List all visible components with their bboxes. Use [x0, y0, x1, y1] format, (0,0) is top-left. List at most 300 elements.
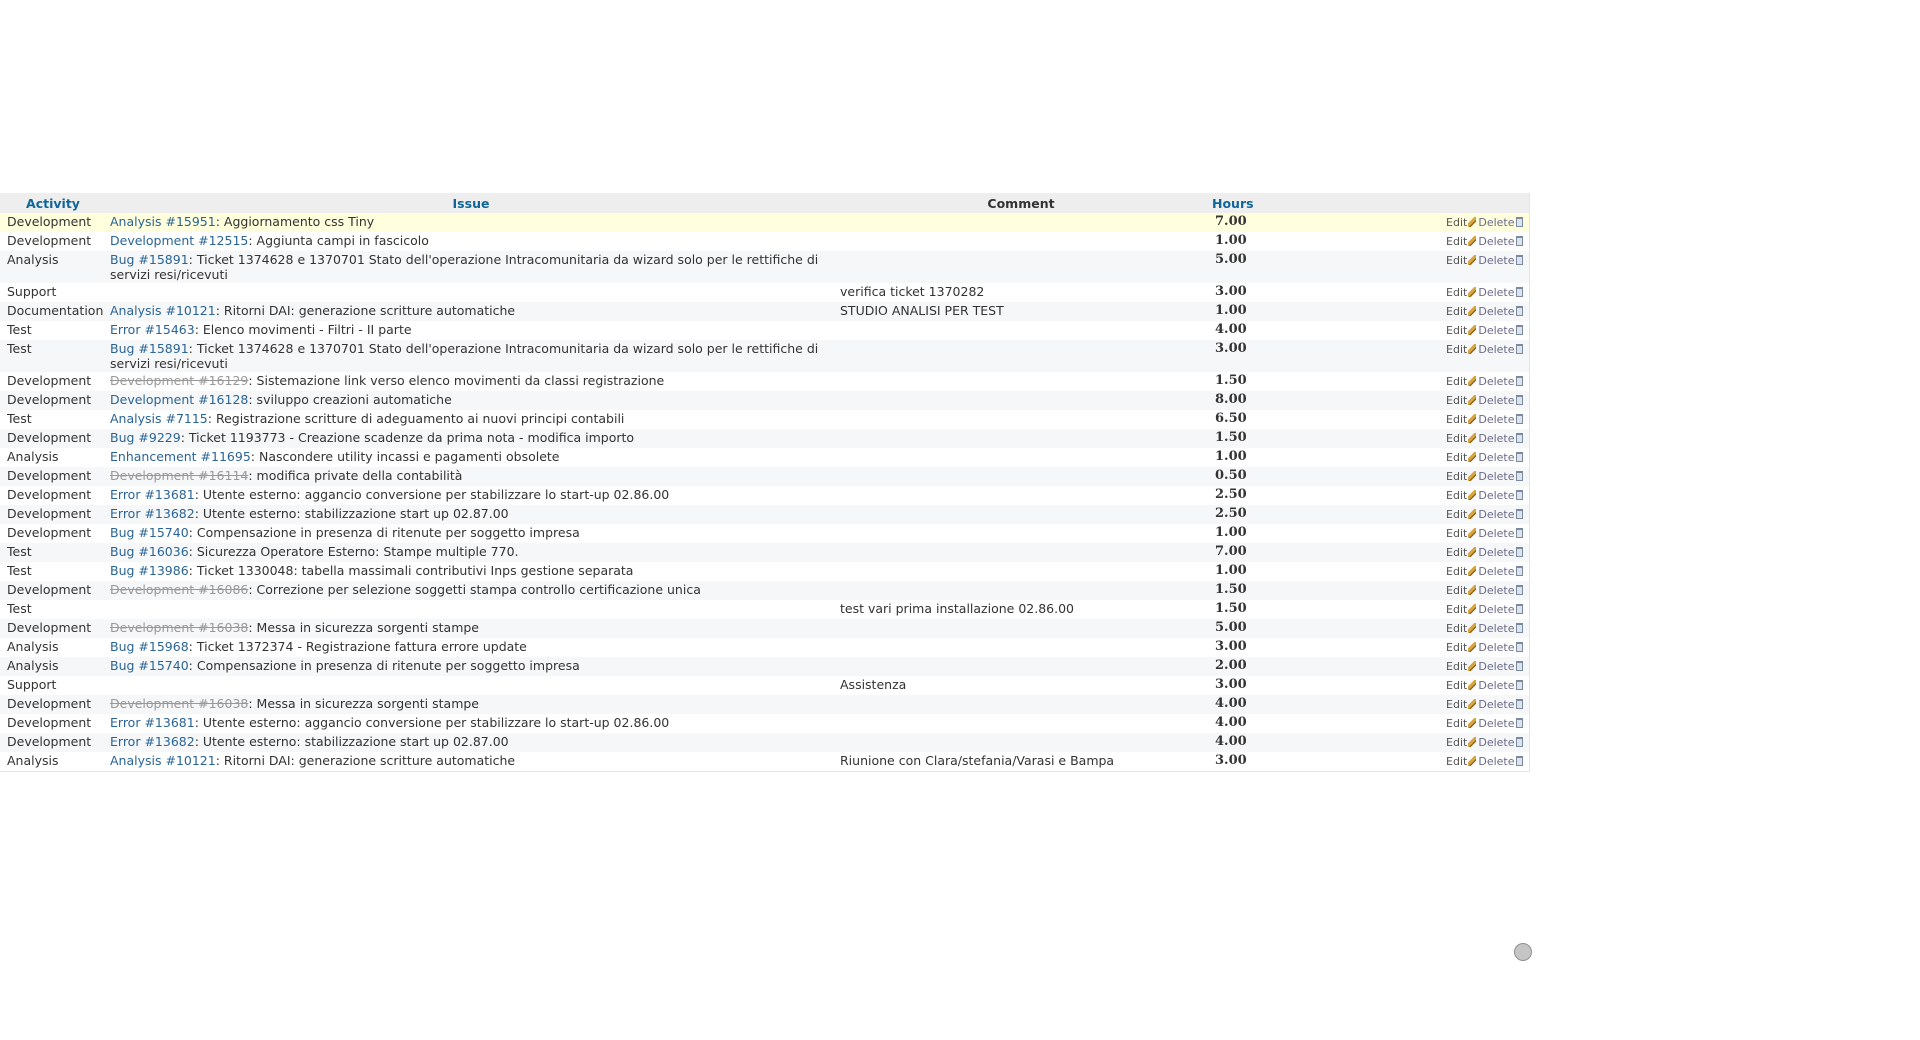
activity-cell: Development	[7, 430, 92, 445]
issue-subject: : Ticket 1330048: tabella massimali contributivi Inps gestione separata	[188, 563, 634, 578]
delete-button-label: Delete	[1478, 698, 1515, 711]
table-row	[0, 448, 1529, 467]
issue-link[interactable]: Bug #15968	[110, 639, 189, 654]
delete-button[interactable]	[1478, 323, 1522, 338]
delete-button[interactable]	[1478, 716, 1522, 731]
delete-button[interactable]	[1478, 602, 1522, 617]
trash-icon	[1516, 585, 1523, 595]
delete-button-label: Delete	[1478, 324, 1515, 337]
issue-cell	[106, 410, 836, 429]
edit-button[interactable]	[1446, 304, 1476, 319]
trash-icon	[1516, 217, 1523, 227]
edit-button[interactable]	[1446, 735, 1476, 750]
edit-button[interactable]	[1446, 253, 1476, 268]
edit-button[interactable]	[1446, 602, 1476, 617]
row-actions	[1426, 562, 1529, 581]
table-row	[0, 638, 1529, 657]
issue-link[interactable]: Development #16128	[110, 392, 249, 407]
pencil-icon	[1468, 642, 1476, 652]
activity-cell: Test	[7, 563, 32, 578]
issue-link[interactable]: Error #13681	[110, 487, 195, 502]
edit-button[interactable]	[1446, 215, 1476, 230]
row-actions	[1426, 340, 1529, 372]
edit-button[interactable]	[1446, 488, 1476, 503]
pencil-icon	[1468, 661, 1476, 671]
row-actions	[1426, 657, 1529, 676]
row-actions	[1426, 429, 1529, 448]
edit-button[interactable]	[1446, 526, 1476, 541]
issue-link[interactable]: Error #13682	[110, 506, 195, 521]
edit-button[interactable]	[1446, 583, 1476, 598]
pencil-icon	[1468, 395, 1476, 405]
delete-button[interactable]	[1478, 393, 1522, 408]
pencil-icon	[1468, 414, 1476, 424]
row-actions	[1426, 543, 1529, 562]
comment-cell	[836, 581, 1206, 600]
issue-link[interactable]: Development #12515	[110, 233, 249, 248]
edit-button[interactable]	[1446, 374, 1476, 389]
trash-icon	[1516, 718, 1523, 728]
table-row	[0, 733, 1529, 752]
issue-subject: : Messa in sicurezza sorgenti stampe	[248, 696, 480, 711]
comment-cell	[836, 391, 1206, 410]
edit-button-label: Edit	[1446, 584, 1468, 597]
trash-icon	[1516, 604, 1523, 614]
table-row	[0, 524, 1529, 543]
edit-button[interactable]	[1446, 431, 1476, 446]
issue-cell	[106, 752, 836, 771]
delete-button-label: Delete	[1478, 622, 1515, 635]
issue-cell	[106, 283, 836, 302]
comment-cell	[836, 505, 1206, 524]
issue-link[interactable]: Analysis #7115	[110, 411, 208, 426]
issue-link[interactable]: Analysis #10121	[110, 753, 216, 768]
pencil-icon	[1468, 344, 1476, 354]
edit-button-label: Edit	[1446, 432, 1468, 445]
issue-cell	[106, 391, 836, 410]
delete-button[interactable]	[1478, 234, 1522, 249]
issue-cell	[106, 543, 836, 562]
trash-icon	[1516, 661, 1523, 671]
table-row	[0, 429, 1529, 448]
comment-cell	[836, 340, 1206, 372]
edit-button[interactable]	[1446, 564, 1476, 579]
trash-icon	[1516, 528, 1523, 538]
trash-icon	[1516, 680, 1523, 690]
comment-cell: Assistenza	[840, 677, 907, 692]
hours-cell: 3.00	[1215, 753, 1247, 768]
edit-button-label: Edit	[1446, 470, 1468, 483]
issue-subject: : Ticket 1374628 e 1370701 Stato dell'operazione Intracomunitaria da wizard solo per le rettifiche di servizi resi/ricevuti	[110, 341, 819, 371]
delete-button-label: Delete	[1478, 679, 1515, 692]
hours-cell: 2.50	[1215, 506, 1247, 521]
hours-cell: 5.00	[1215, 252, 1247, 267]
column-header-issue[interactable]	[106, 193, 836, 213]
delete-button[interactable]	[1478, 640, 1522, 655]
row-actions	[1426, 752, 1529, 771]
table-row	[0, 562, 1529, 581]
activity-cell: Test	[7, 411, 32, 426]
edit-button-label: Edit	[1446, 451, 1468, 464]
hours-cell: 1.50	[1215, 582, 1247, 597]
table-row	[0, 505, 1529, 524]
delete-button[interactable]	[1478, 431, 1522, 446]
activity-cell: Development	[7, 696, 92, 711]
delete-button[interactable]	[1478, 526, 1522, 541]
delete-button-label: Delete	[1478, 755, 1515, 768]
delete-button-label: Delete	[1478, 508, 1515, 521]
comment-cell	[836, 321, 1206, 340]
delete-button-label: Delete	[1478, 254, 1515, 267]
issue-cell	[106, 251, 836, 283]
pencil-icon	[1468, 306, 1476, 316]
issue-link[interactable]: Error #13681	[110, 715, 195, 730]
row-actions	[1426, 733, 1529, 752]
issue-link[interactable]: Bug #15740	[110, 658, 189, 673]
activity-cell: Analysis	[7, 658, 59, 673]
comment-cell	[836, 372, 1206, 391]
delete-button-label: Delete	[1478, 216, 1515, 229]
issue-subject: : Elenco movimenti - Filtri - II parte	[194, 322, 412, 337]
hours-cell: 1.50	[1215, 373, 1247, 388]
issue-link[interactable]: Development #16038	[110, 696, 249, 711]
row-actions	[1426, 524, 1529, 543]
delete-button-label: Delete	[1478, 235, 1515, 248]
hours-cell: 1.50	[1215, 430, 1247, 445]
issue-cell	[106, 581, 836, 600]
delete-button[interactable]	[1478, 678, 1522, 693]
delete-button[interactable]	[1478, 583, 1522, 598]
edit-button[interactable]	[1446, 285, 1476, 300]
row-actions	[1426, 410, 1529, 429]
comment-cell	[836, 733, 1206, 752]
activity-cell: Development	[7, 487, 92, 502]
issue-link[interactable]: Bug #15891	[110, 252, 189, 267]
table-row	[0, 321, 1529, 340]
issue-subject: : Compensazione in presenza di ritenute per soggetto impresa	[188, 525, 580, 540]
issue-subject: : Ticket 1374628 e 1370701 Stato dell'operazione Intracomunitaria da wizard solo per le rettifiche di servizi resi/ricevuti	[110, 252, 819, 282]
pencil-icon	[1468, 718, 1476, 728]
hours-cell: 4.00	[1215, 734, 1247, 749]
table-row	[0, 467, 1529, 486]
issue-link[interactable]: Development #16129	[110, 373, 249, 388]
activity-cell: Development	[7, 506, 92, 521]
edit-button-label: Edit	[1446, 527, 1468, 540]
edit-button-label: Edit	[1446, 565, 1468, 578]
delete-button[interactable]	[1478, 215, 1522, 230]
pencil-icon	[1468, 623, 1476, 633]
delete-button[interactable]	[1478, 374, 1522, 389]
comment-cell	[836, 486, 1206, 505]
issue-link[interactable]: Error #13682	[110, 734, 195, 749]
edit-button[interactable]	[1446, 678, 1476, 693]
edit-button[interactable]	[1446, 342, 1476, 357]
trash-icon	[1516, 344, 1523, 354]
issue-subject: : Aggiornamento css Tiny	[215, 214, 375, 229]
time-entries-container	[0, 193, 1529, 772]
trash-icon	[1516, 376, 1523, 386]
delete-button-label: Delete	[1478, 451, 1515, 464]
delete-button-label: Delete	[1478, 305, 1515, 318]
pencil-icon	[1468, 376, 1476, 386]
delete-button[interactable]	[1478, 507, 1522, 522]
issue-subject: : sviluppo creazioni automatiche	[248, 392, 452, 407]
hours-cell: 0.50	[1215, 468, 1247, 483]
table-header-row	[0, 193, 1529, 213]
edit-button-label: Edit	[1446, 216, 1468, 229]
table-row	[0, 302, 1529, 321]
pencil-icon	[1468, 680, 1476, 690]
hours-cell: 1.00	[1215, 525, 1247, 540]
edit-button-label: Edit	[1446, 717, 1468, 730]
delete-button[interactable]	[1478, 342, 1522, 357]
issue-subject: : Utente esterno: aggancio conversione per stabilizzare lo start-up 02.86.00	[194, 715, 670, 730]
issue-cell	[106, 714, 836, 733]
hours-cell: 1.00	[1215, 563, 1247, 578]
trash-icon	[1516, 306, 1523, 316]
edit-button[interactable]	[1446, 659, 1476, 674]
hours-cell: 1.50	[1215, 601, 1247, 616]
pencil-icon	[1468, 325, 1476, 335]
comment-cell	[836, 410, 1206, 429]
row-actions	[1426, 581, 1529, 600]
issue-subject: : Utente esterno: aggancio conversione per stabilizzare lo start-up 02.86.00	[194, 487, 670, 502]
activity-cell: Development	[7, 620, 92, 635]
hours-cell: 4.00	[1215, 715, 1247, 730]
table-row	[0, 232, 1529, 251]
edit-button-label: Edit	[1446, 736, 1468, 749]
issue-cell	[106, 340, 836, 372]
issue-link[interactable]: Error #15463	[110, 322, 195, 337]
edit-button-label: Edit	[1446, 394, 1468, 407]
table-row	[0, 213, 1529, 232]
issue-subject: : Utente esterno: stabilizzazione start up 02.87.00	[194, 506, 509, 521]
row-actions	[1426, 283, 1529, 302]
comment-cell	[836, 714, 1206, 733]
trash-icon	[1516, 236, 1523, 246]
table-row	[0, 391, 1529, 410]
issue-subject: : Utente esterno: stabilizzazione start up 02.87.00	[194, 734, 509, 749]
trash-icon	[1516, 566, 1523, 576]
issue-cell	[106, 524, 836, 543]
pencil-icon	[1468, 547, 1476, 557]
issue-link[interactable]: Development #16114	[110, 468, 249, 483]
table-row	[0, 695, 1529, 714]
delete-button[interactable]	[1478, 304, 1522, 319]
hours-cell: 1.00	[1215, 303, 1247, 318]
delete-button[interactable]	[1478, 488, 1522, 503]
comment-cell	[836, 657, 1206, 676]
edit-button[interactable]	[1446, 323, 1476, 338]
trash-icon	[1516, 490, 1523, 500]
comment-cell	[836, 695, 1206, 714]
pencil-icon	[1468, 528, 1476, 538]
row-actions	[1426, 638, 1529, 657]
pencil-icon	[1468, 756, 1476, 766]
delete-button[interactable]	[1478, 412, 1522, 427]
column-header-comment-label: Comment	[987, 195, 1055, 211]
row-actions	[1426, 302, 1529, 321]
issue-cell	[106, 638, 836, 657]
activity-cell: Development	[7, 715, 92, 730]
issue-link[interactable]: Bug #15891	[110, 341, 189, 356]
row-actions	[1426, 676, 1529, 695]
edit-button-label: Edit	[1446, 679, 1468, 692]
trash-icon	[1516, 547, 1523, 557]
edit-button[interactable]	[1446, 469, 1476, 484]
delete-button-label: Delete	[1478, 489, 1515, 502]
comment-cell	[836, 638, 1206, 657]
issue-cell	[106, 619, 836, 638]
activity-cell: Support	[7, 284, 57, 299]
issue-link[interactable]: Analysis #15951	[110, 214, 216, 229]
issue-link[interactable]: Development #16038	[110, 620, 249, 635]
delete-button-label: Delete	[1478, 413, 1515, 426]
activity-cell: Development	[7, 468, 92, 483]
edit-button[interactable]	[1446, 545, 1476, 560]
table-row	[0, 372, 1529, 391]
activity-cell: Development	[7, 582, 92, 597]
row-actions	[1426, 505, 1529, 524]
trash-icon	[1516, 471, 1523, 481]
delete-button-label: Delete	[1478, 717, 1515, 730]
issue-link[interactable]: Analysis #10121	[110, 303, 216, 318]
trash-icon	[1516, 756, 1523, 766]
comment-cell	[836, 251, 1206, 283]
issue-subject: : Ritorni DAI: generazione scritture automatiche	[215, 753, 516, 768]
issue-cell	[106, 448, 836, 467]
column-header-issue-label[interactable]: Issue	[452, 195, 490, 211]
issue-cell	[106, 676, 836, 695]
issue-cell	[106, 600, 836, 619]
delete-button-label: Delete	[1478, 565, 1515, 578]
hours-cell: 3.00	[1215, 284, 1247, 299]
delete-button[interactable]	[1478, 659, 1522, 674]
edit-button[interactable]	[1446, 640, 1476, 655]
trash-icon	[1516, 325, 1523, 335]
column-header-hours[interactable]	[1206, 193, 1426, 213]
issue-link[interactable]: Bug #15740	[110, 525, 189, 540]
edit-button-label: Edit	[1446, 508, 1468, 521]
activity-cell: Analysis	[7, 252, 59, 267]
delete-button-label: Delete	[1478, 375, 1515, 388]
delete-button[interactable]	[1478, 285, 1522, 300]
delete-button[interactable]	[1478, 697, 1522, 712]
edit-button[interactable]	[1446, 507, 1476, 522]
delete-button[interactable]	[1478, 253, 1522, 268]
delete-button[interactable]	[1478, 621, 1522, 636]
delete-button[interactable]	[1478, 469, 1522, 484]
edit-button[interactable]	[1446, 234, 1476, 249]
hours-cell: 4.00	[1215, 322, 1247, 337]
issue-link[interactable]: Bug #16036	[110, 544, 189, 559]
hours-cell: 7.00	[1215, 544, 1247, 559]
column-header-activity[interactable]	[0, 193, 106, 213]
edit-button-label: Edit	[1446, 641, 1468, 654]
issue-subject: : Sicurezza Operatore Esterno: Stampe multiple 770.	[188, 544, 519, 559]
pencil-icon	[1468, 699, 1476, 709]
comment-cell	[836, 524, 1206, 543]
edit-button-label: Edit	[1446, 755, 1468, 768]
table-row	[0, 283, 1529, 302]
table-row	[0, 752, 1529, 771]
delete-button[interactable]	[1478, 450, 1522, 465]
row-actions	[1426, 321, 1529, 340]
issue-cell	[106, 695, 836, 714]
trash-icon	[1516, 699, 1523, 709]
issue-subject: : Registrazione scritture di adeguamento ai nuovi principi contabili	[207, 411, 625, 426]
trash-icon	[1516, 395, 1523, 405]
edit-button[interactable]	[1446, 450, 1476, 465]
issue-subject: : Sistemazione link verso elenco movimenti da classi registrazione	[248, 373, 665, 388]
row-actions	[1426, 391, 1529, 410]
trash-icon	[1516, 642, 1523, 652]
edit-button-label: Edit	[1446, 546, 1468, 559]
activity-cell: Development	[7, 214, 92, 229]
edit-button[interactable]	[1446, 412, 1476, 427]
issue-cell	[106, 562, 836, 581]
row-actions	[1426, 486, 1529, 505]
edit-button-label: Edit	[1446, 622, 1468, 635]
comment-cell	[836, 232, 1206, 251]
issue-link[interactable]: Enhancement #11695	[110, 449, 251, 464]
activity-cell: Test	[7, 322, 32, 337]
comment-cell: STUDIO ANALISI PER TEST	[840, 303, 1004, 318]
issue-subject: : Nascondere utility incassi e pagamenti obsolete	[250, 449, 560, 464]
comment-cell: test vari prima installazione 02.86.00	[840, 601, 1074, 616]
issue-link[interactable]: Bug #13986	[110, 563, 189, 578]
activity-cell: Test	[7, 601, 32, 616]
activity-cell: Analysis	[7, 639, 59, 654]
row-actions	[1426, 467, 1529, 486]
hours-cell: 4.00	[1215, 696, 1247, 711]
delete-button[interactable]	[1478, 564, 1522, 579]
edit-button[interactable]	[1446, 393, 1476, 408]
issue-subject: : Correzione per selezione soggetti stampa controllo certificazione unica	[248, 582, 701, 597]
issue-subject: : modifica private della contabilità	[248, 468, 463, 483]
trash-icon	[1516, 452, 1523, 462]
issue-cell	[106, 486, 836, 505]
edit-button[interactable]	[1446, 754, 1476, 769]
hours-cell: 2.50	[1215, 487, 1247, 502]
issue-link[interactable]: Bug #9229	[110, 430, 181, 445]
issue-cell	[106, 232, 836, 251]
activity-cell: Analysis	[7, 449, 59, 464]
activity-cell: Development	[7, 233, 92, 248]
issue-link[interactable]: Development #16086	[110, 582, 249, 597]
edit-button[interactable]	[1446, 697, 1476, 712]
delete-button[interactable]	[1478, 754, 1522, 769]
table-row	[0, 340, 1529, 372]
edit-button-label: Edit	[1446, 698, 1468, 711]
comment-cell	[836, 562, 1206, 581]
trash-icon	[1516, 623, 1523, 633]
edit-button[interactable]	[1446, 716, 1476, 731]
delete-button-label: Delete	[1478, 660, 1515, 673]
column-header-activity-label[interactable]: Activity	[26, 195, 80, 211]
edit-button-label: Edit	[1446, 305, 1468, 318]
delete-button[interactable]	[1478, 735, 1522, 750]
table-row	[0, 486, 1529, 505]
row-actions	[1426, 448, 1529, 467]
delete-button[interactable]	[1478, 545, 1522, 560]
column-header-hours-label[interactable]: Hours	[1212, 195, 1254, 211]
row-actions	[1426, 714, 1529, 733]
column-header-comment	[836, 193, 1206, 213]
delete-button-label: Delete	[1478, 286, 1515, 299]
activity-cell: Support	[7, 677, 57, 692]
edit-button[interactable]	[1446, 621, 1476, 636]
